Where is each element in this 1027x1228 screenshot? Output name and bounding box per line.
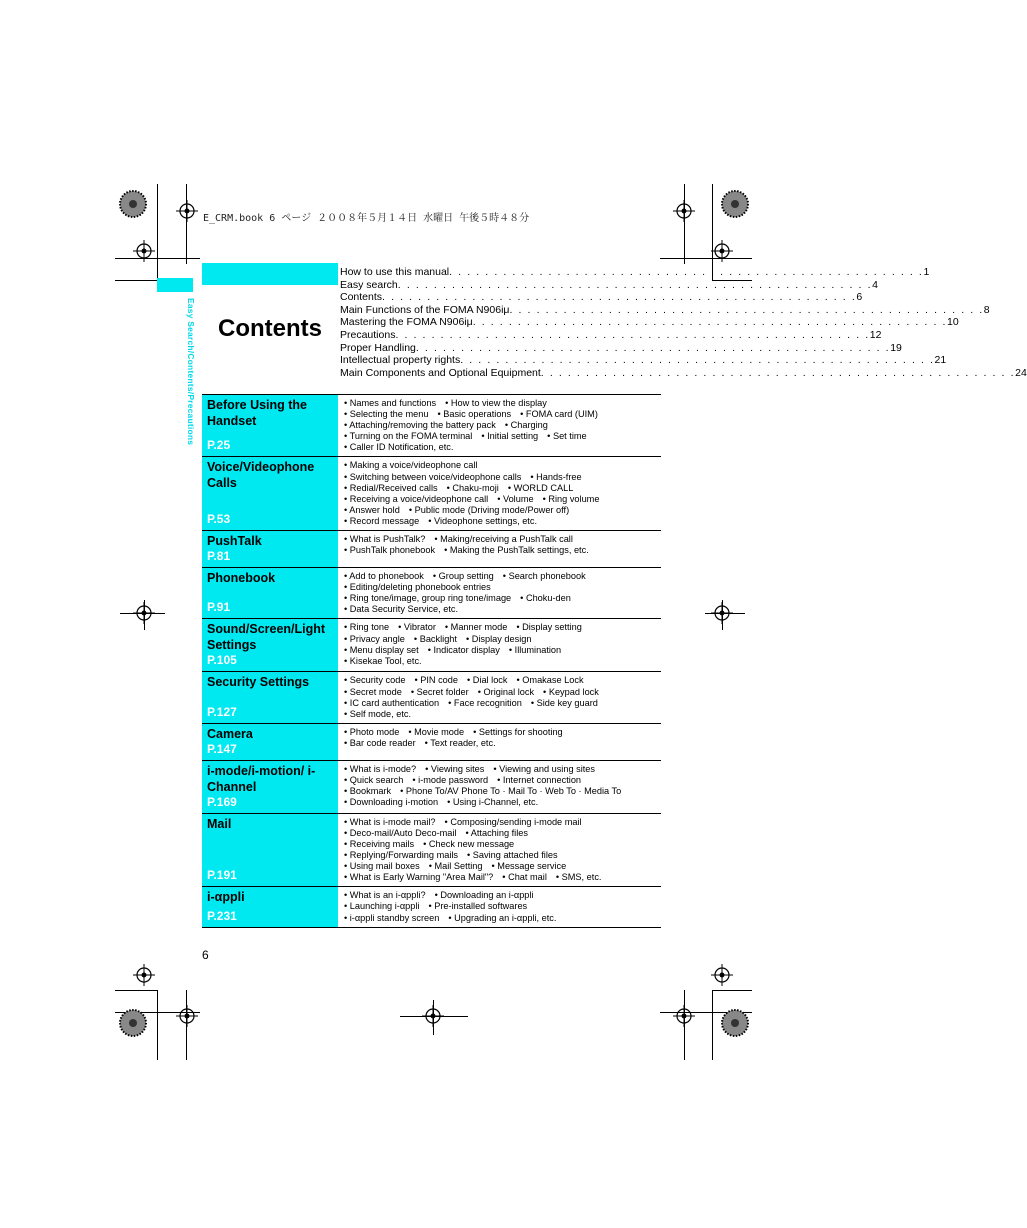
- toc-entry-page: 6: [856, 291, 863, 304]
- section-topics: [338, 395, 661, 456]
- topic-item[interactable]: • Viewing and using sites: [493, 763, 596, 774]
- topic-item[interactable]: • What is i-mode?: [344, 763, 417, 774]
- toc-entry-title: Precautions: [340, 328, 396, 341]
- topic-item[interactable]: • Composing/sending i-mode mail: [444, 816, 582, 827]
- section-page-ref[interactable]: P.231: [207, 908, 237, 923]
- section-page-ref[interactable]: P.169: [207, 794, 237, 809]
- topic-line: [344, 890, 661, 901]
- toc-entry-page: 10: [947, 316, 959, 329]
- topic-line: [344, 901, 661, 912]
- topic-item[interactable]: • Manner mode: [444, 622, 508, 633]
- toc-entry-page: 1: [923, 266, 930, 278]
- topic-line: [344, 786, 661, 797]
- topic-item[interactable]: • Saving attached files: [467, 850, 558, 861]
- topic-item[interactable]: • Record message: [344, 515, 420, 526]
- topic-item[interactable]: • Attaching files: [465, 827, 528, 838]
- topic-line: [344, 645, 661, 656]
- section-row[interactable]: [202, 567, 661, 618]
- section-topics: [338, 761, 661, 813]
- topic-item[interactable]: • Downloading an i-αppli: [434, 890, 534, 901]
- topic-item[interactable]: • Menu display set: [344, 644, 419, 655]
- toc-entry-title: Main Components and Optional Equipment: [340, 366, 541, 379]
- topic-item[interactable]: • What is i-mode mail?: [344, 816, 436, 827]
- registration-mark-icon: [176, 1005, 198, 1027]
- topic-item[interactable]: • Making a voice/videophone call: [344, 460, 478, 471]
- topic-line: [344, 622, 661, 633]
- section-title: i-mode/i-motion/ i-Channel: [207, 763, 316, 794]
- section-topics: [338, 619, 661, 671]
- star-target-icon: [720, 1008, 750, 1038]
- toc-entry[interactable]: [340, 366, 1027, 380]
- topic-line: [344, 593, 661, 604]
- topic-item[interactable]: • Kisekae Tool, etc.: [344, 655, 422, 666]
- topic-line: [344, 839, 661, 850]
- topic-item[interactable]: • PIN code: [414, 675, 458, 686]
- topic-item[interactable]: • Mail Setting: [428, 861, 483, 872]
- toc-leader-dots: . . . . . . . . . . . . . . . . . . . . . . . . . . . . . . . . . . . . . . . . . . . . . . . . . . . . .: [540, 366, 1016, 379]
- registration-mark-icon: [711, 964, 733, 986]
- topic-item[interactable]: • Quick search: [344, 774, 404, 785]
- topic-item[interactable]: • PushTalk phonebook: [344, 545, 436, 556]
- topic-item[interactable]: • Caller ID Notification, etc.: [344, 442, 454, 453]
- topic-item[interactable]: • WORLD CALL: [507, 482, 574, 493]
- topic-item[interactable]: • Keypad lock: [543, 686, 599, 697]
- topic-item[interactable]: • Answer hold: [344, 504, 400, 515]
- topic-item[interactable]: • FOMA card (UIM): [520, 409, 598, 420]
- topic-item[interactable]: • Hands-free: [530, 471, 582, 482]
- topic-item[interactable]: • Using i-Channel, etc.: [447, 797, 539, 808]
- section-heading-cell: [202, 672, 338, 722]
- toc-entry-title: Easy search: [340, 278, 398, 291]
- section-topics: [338, 814, 661, 887]
- section-title: Security Settings: [207, 675, 310, 690]
- toc-leader-dots: . . . . . . . . . . . . . . . . . . . . . . . . . . . . . . . . . . . . . . . . . . . . . . . . . . . . .: [460, 354, 935, 367]
- topic-line: [344, 872, 661, 883]
- toc-entry-title: Mastering the FOMA N906iμ: [340, 316, 473, 329]
- topic-item[interactable]: • Downloading i-motion: [344, 797, 439, 808]
- topic-item[interactable]: • Dial lock: [467, 675, 508, 686]
- toc-entry-page: 12: [869, 328, 882, 341]
- topic-item[interactable]: • Videophone settings, etc.: [428, 515, 537, 526]
- topic-item[interactable]: • Photo mode: [344, 726, 400, 737]
- section-heading-cell: [202, 887, 338, 926]
- topic-item[interactable]: • What is PushTalk?: [344, 534, 426, 545]
- topic-item[interactable]: • Data Security Service, etc.: [344, 604, 459, 615]
- topic-item[interactable]: • Names and functions: [344, 398, 437, 408]
- topic-item[interactable]: • Phone To/AV Phone To · Mail To · Web To · Media To: [400, 785, 622, 796]
- topic-line: [344, 420, 661, 431]
- section-topics: [338, 724, 661, 760]
- topic-line: [344, 483, 661, 494]
- topic-item[interactable]: • Replying/Forwarding mails: [344, 850, 459, 861]
- topic-item[interactable]: • What is Early Warning "Area Mail"?: [344, 872, 494, 883]
- toc-entry[interactable]: [340, 328, 882, 342]
- registration-mark-icon: [133, 240, 155, 262]
- toc-leader-dots: . . . . . . . . . . . . . . . . . . . . . . . . . . . . . . . . . . . . . . . . . . . . . . . . . . . . .: [395, 328, 870, 341]
- topic-item[interactable]: • IC card authentication: [344, 697, 440, 708]
- topic-item[interactable]: • How to view the display: [445, 398, 547, 408]
- topic-item[interactable]: • i-αppli standby screen: [344, 912, 440, 923]
- section-table: [202, 394, 661, 928]
- topic-item[interactable]: • Making/receiving a PushTalk call: [434, 534, 573, 545]
- topic-line: [344, 913, 661, 924]
- topic-line: [344, 442, 661, 453]
- topic-item[interactable]: • Choku-den: [520, 593, 571, 604]
- toc-entry-page: 8: [983, 303, 990, 316]
- section-heading-cell: [202, 761, 338, 813]
- registration-mark-icon: [176, 200, 198, 222]
- registration-mark-icon: [133, 964, 155, 986]
- topic-line: [344, 505, 661, 516]
- topic-line: [344, 738, 661, 749]
- topic-line: [344, 861, 661, 872]
- topic-item[interactable]: • Set time: [547, 431, 587, 442]
- topic-line: [344, 764, 661, 775]
- toc-entry-page: 19: [890, 341, 902, 354]
- topic-line: [344, 494, 661, 505]
- topic-item[interactable]: • Making the PushTalk settings, etc.: [444, 545, 589, 556]
- section-row[interactable]: [202, 530, 661, 567]
- topic-line: [344, 850, 661, 861]
- topic-item[interactable]: • Turning on the FOMA terminal: [344, 431, 473, 442]
- section-page-ref[interactable]: P.105: [207, 653, 237, 668]
- side-section-label: Easy Search/Contents/Precautions: [186, 298, 196, 446]
- section-title: Voice/Videophone Calls: [207, 460, 315, 491]
- topic-item[interactable]: • Launching i-αppli: [344, 901, 420, 912]
- side-index-tab: [157, 278, 193, 292]
- topic-line: [344, 797, 661, 808]
- topic-item[interactable]: • Public mode (Driving mode/Power off): [408, 504, 570, 515]
- topic-line: [344, 817, 661, 828]
- topic-line: [344, 727, 661, 738]
- topic-item[interactable]: • Group setting: [432, 571, 494, 582]
- section-page-ref[interactable]: P.25: [207, 438, 231, 453]
- toc-entry[interactable]: [340, 316, 959, 329]
- topic-item[interactable]: • Basic operations: [437, 409, 512, 420]
- registration-mark-icon: [422, 1005, 444, 1027]
- topic-line: [344, 545, 661, 556]
- topic-item[interactable]: • Secret folder: [410, 686, 469, 697]
- topic-item[interactable]: • Original lock: [477, 686, 535, 697]
- section-row[interactable]: [202, 394, 661, 456]
- page-number: 6: [202, 948, 209, 962]
- topic-item[interactable]: • Display design: [465, 633, 532, 644]
- toc-leader-dots: . . . . . . . . . . . . . . . . . . . . . . . . . . . . . . . . . . . . . . . . . . . . . . . . . . . . .: [397, 278, 873, 291]
- section-page-ref[interactable]: P.127: [207, 704, 237, 719]
- toc-leader-dots: . . . . . . . . . . . . . . . . . . . . . . . . . . . . . . . . . . . . . . . . . . . . . . . . . . . . .: [382, 291, 857, 304]
- section-row[interactable]: [202, 618, 661, 671]
- topic-line: [344, 534, 661, 545]
- section-heading-cell: [202, 531, 338, 567]
- topic-item[interactable]: • Secret mode: [344, 686, 402, 697]
- topic-item[interactable]: • Backlight: [413, 633, 457, 644]
- topic-line: [344, 571, 661, 582]
- section-topics: [338, 568, 661, 618]
- topic-item[interactable]: • Movie mode: [408, 726, 465, 737]
- section-row[interactable]: [202, 886, 661, 927]
- registration-mark-icon: [133, 602, 155, 624]
- topic-item[interactable]: • Security code: [344, 675, 406, 686]
- topic-item[interactable]: • Viewing sites: [425, 763, 485, 774]
- toc-entry-page: 4: [872, 278, 878, 291]
- toc-entry-page: 24: [1015, 366, 1027, 379]
- section-topics: [338, 887, 661, 926]
- topic-item[interactable]: • Omakase Lock: [516, 675, 584, 686]
- star-target-icon: [118, 1008, 148, 1038]
- topic-item[interactable]: • Ring volume: [542, 493, 600, 504]
- toc-leader-dots: . . . . . . . . . . . . . . . . . . . . . . . . . . . . . . . . . . . . . . . . . . . . . . . . . . . . .: [472, 316, 947, 329]
- section-title: Before Using the Handset: [207, 398, 308, 428]
- topic-item[interactable]: • Editing/deleting phonebook entries: [344, 582, 491, 593]
- topic-line: [344, 687, 661, 698]
- topic-item[interactable]: • Add to phonebook: [344, 571, 424, 582]
- topic-line: [344, 431, 661, 442]
- topic-item[interactable]: • Attaching/removing the battery pack: [344, 420, 496, 431]
- section-heading-cell: [202, 814, 338, 887]
- topic-item[interactable]: • Ring tone/image, group ring tone/image: [344, 593, 512, 604]
- section-heading-cell: [202, 457, 338, 530]
- section-row[interactable]: [202, 813, 661, 887]
- topic-line: [344, 409, 661, 420]
- topic-item[interactable]: • Charging: [504, 420, 548, 431]
- section-heading-cell: [202, 568, 338, 618]
- topic-item[interactable]: • Redial/Received calls: [344, 482, 438, 493]
- topic-item[interactable]: • Receiving mails: [344, 838, 415, 849]
- toc-entry-page: 21: [934, 354, 947, 367]
- section-page-ref[interactable]: P.81: [207, 549, 231, 564]
- toc-entry[interactable]: [340, 278, 878, 292]
- section-topics: [338, 531, 661, 567]
- toc-entry[interactable]: [340, 291, 863, 304]
- topic-item[interactable]: • Bookmark: [344, 785, 392, 796]
- registration-mark-icon: [673, 1005, 695, 1027]
- section-topics: [338, 457, 661, 530]
- section-title: PushTalk: [207, 534, 262, 549]
- topic-item[interactable]: • Pre-installed softwares: [428, 901, 528, 912]
- topic-line: [344, 604, 661, 615]
- topic-item[interactable]: • What is an i-αppli?: [344, 890, 426, 901]
- registration-mark-icon: [711, 602, 733, 624]
- toc-leader-dots: . . . . . . . . . . . . . . . . . . . . . . . . . . . . . . . . . . . . . . . . . . . . . . . . . . . . .: [415, 341, 891, 354]
- section-title: i-αppli: [207, 890, 245, 905]
- toc-leader-dots: . . . . . . . . . . . . . . . . . . . . . . . . . . . . . . . . . . . . . . . . . . . . . . . . . . . . .: [509, 303, 984, 316]
- topic-item[interactable]: • Search phonebook: [502, 571, 586, 582]
- section-page-ref[interactable]: P.53: [207, 512, 231, 527]
- section-row[interactable]: [202, 671, 661, 722]
- section-heading-cell: [202, 395, 338, 456]
- topic-line: [344, 460, 661, 471]
- topic-line: [344, 472, 661, 483]
- topic-item[interactable]: • SMS, etc.: [555, 872, 602, 883]
- topic-item[interactable]: • Chat mail: [502, 872, 547, 883]
- topic-item[interactable]: • Message service: [491, 861, 567, 872]
- topic-line: [344, 656, 661, 667]
- section-row[interactable]: [202, 760, 661, 813]
- topic-item[interactable]: • Self mode, etc.: [344, 708, 412, 719]
- topic-item[interactable]: • Internet connection: [497, 774, 582, 785]
- registration-mark-icon: [673, 200, 695, 222]
- section-title: Mail: [207, 816, 232, 831]
- star-target-icon: [720, 189, 750, 219]
- section-row[interactable]: [202, 456, 661, 530]
- toc-entry[interactable]: [340, 266, 930, 279]
- registration-mark-icon: [711, 240, 733, 262]
- topic-item[interactable]: • Display setting: [516, 622, 582, 633]
- topic-item[interactable]: • i-mode password: [412, 774, 489, 785]
- section-topics: [338, 672, 661, 722]
- topic-item[interactable]: • Vibrator: [398, 622, 436, 633]
- topic-item[interactable]: • Chaku-moji: [446, 482, 499, 493]
- topic-item[interactable]: • Bar code reader: [344, 737, 416, 748]
- topic-line: [344, 398, 661, 409]
- topic-item[interactable]: • Ring tone: [344, 622, 390, 633]
- section-title: Camera: [207, 726, 253, 741]
- topic-line: [344, 828, 661, 839]
- section-title: Sound/Screen/Light Settings: [207, 622, 326, 653]
- toc-entry-title: Proper Handling: [340, 341, 416, 354]
- topic-item[interactable]: • Deco-mail/Auto Deco-mail: [344, 827, 457, 838]
- topic-item[interactable]: • Side key guard: [530, 697, 598, 708]
- topic-line: [344, 516, 661, 527]
- toc-entry[interactable]: [340, 303, 990, 317]
- star-target-icon: [118, 189, 148, 219]
- topic-line: [344, 698, 661, 709]
- topic-item[interactable]: • Selecting the menu: [344, 409, 429, 420]
- page-title: Contents: [218, 315, 322, 342]
- section-page-ref[interactable]: P.191: [207, 868, 237, 883]
- topic-item[interactable]: • Volume: [497, 493, 534, 504]
- topic-item[interactable]: • Settings for shooting: [473, 726, 563, 737]
- section-title: Phonebook: [207, 571, 276, 586]
- topic-item[interactable]: • Initial setting: [481, 431, 539, 442]
- section-page-ref[interactable]: P.147: [207, 741, 237, 756]
- topic-line: [344, 675, 661, 686]
- toc-entry-title: Contents: [340, 291, 383, 304]
- topic-item[interactable]: • Illumination: [508, 644, 562, 655]
- toc-leader-dots: . . . . . . . . . . . . . . . . . . . . . . . . . . . . . . . . . . . . . . . . . . . . . . . . . . . . .: [449, 266, 924, 278]
- contents-title-box: [202, 263, 338, 381]
- section-heading-cell: [202, 619, 338, 671]
- topic-line: [344, 709, 661, 720]
- toc-entry-title: Intellectual property rights: [340, 354, 461, 367]
- section-page-ref[interactable]: P.91: [207, 600, 231, 615]
- section-heading-cell: [202, 724, 338, 760]
- topic-line: [344, 775, 661, 786]
- topic-item[interactable]: • Upgrading an i-αppli, etc.: [448, 912, 557, 923]
- print-header: E_CRM.book 6 ページ ２００８年５月１４日 水曜日 午後５時４８分: [203, 213, 530, 224]
- topic-item[interactable]: • Using mail boxes: [344, 861, 420, 872]
- topic-item[interactable]: • Privacy angle: [344, 633, 405, 644]
- topic-item[interactable]: • Face recognition: [448, 697, 522, 708]
- topic-item[interactable]: • Check new message: [423, 838, 515, 849]
- topic-line: [344, 582, 661, 593]
- toc-entry[interactable]: [340, 354, 947, 367]
- toc-entry-title: How to use this manual: [340, 266, 450, 278]
- topic-line: [344, 634, 661, 645]
- section-row[interactable]: [202, 723, 661, 760]
- topic-item[interactable]: • Receiving a voice/videophone call: [344, 493, 489, 504]
- toc-list: [340, 266, 1027, 379]
- toc-entry-title: Main Functions of the FOMA N906iμ: [340, 303, 510, 316]
- topic-item[interactable]: • Text reader, etc.: [424, 737, 496, 748]
- toc-entry[interactable]: [340, 341, 902, 355]
- topic-item[interactable]: • Indicator display: [427, 644, 500, 655]
- topic-item[interactable]: • Switching between voice/videophone calls: [344, 471, 522, 482]
